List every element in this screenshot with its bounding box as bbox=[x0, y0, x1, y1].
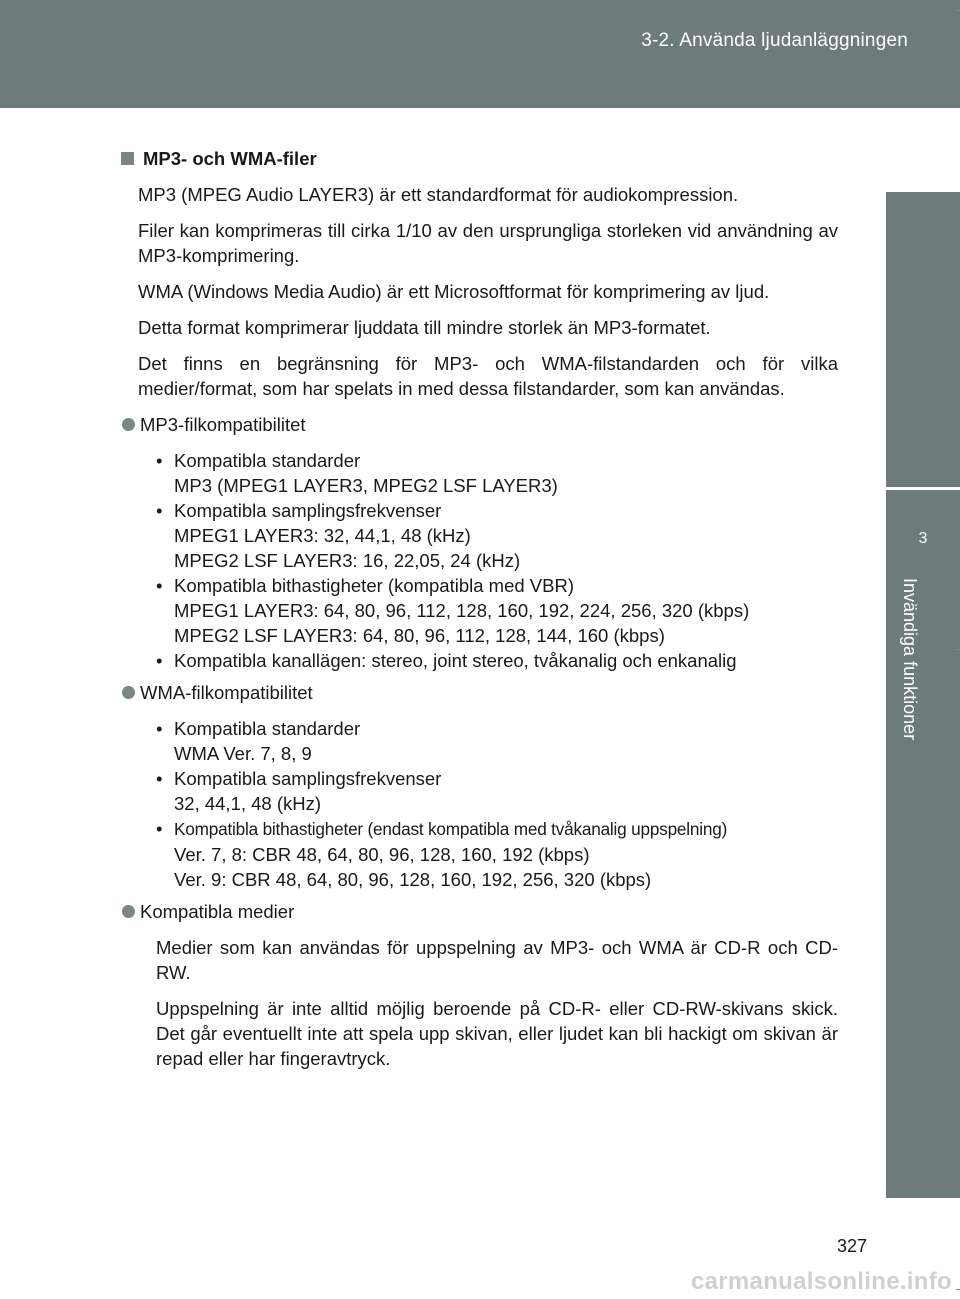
list-item: • Kompatibla bithastigheter (kompatibla med VBR) MPEG1 LAYER3: 64, 80, 96, 112, 128, 160, 192, 224, 256, 320 (kbps) MPEG2 LSF LAYER3: 64, 80, 96, 112, 128, 144, 160 (kbps) bbox=[156, 575, 750, 646]
header-bar bbox=[0, 0, 960, 108]
crop-mark bbox=[956, 10, 960, 11]
bullet-dot-icon: • bbox=[156, 768, 163, 789]
page-number: 327 bbox=[836, 1236, 867, 1256]
section-heading bbox=[116, 146, 838, 171]
chapter-label: Invändiga funktioner bbox=[900, 578, 920, 741]
paragraph: MP3 (MPEG Audio LAYER3) är ett standardformat för audiokompression. bbox=[138, 184, 739, 205]
paragraph: WMA (Windows Media Audio) är ett Microsoftformat för komprimering av ljud. bbox=[138, 281, 770, 302]
bullet-dot-icon: • bbox=[156, 500, 163, 521]
paragraph: Medier som kan användas för uppspelning av MP3- och WMA är CD-R och CD-RW. bbox=[156, 937, 838, 983]
header-title: 3-2. Använda ljudanläggningen bbox=[641, 30, 908, 51]
bullet-dot-icon: • bbox=[156, 575, 163, 596]
mp3-heading-text: MP3-filkompatibilitet bbox=[140, 414, 306, 435]
list-item: • Kompatibla standarder WMA Ver. 7, 8, 9 bbox=[156, 718, 361, 764]
bullet-dot-icon: • bbox=[156, 650, 163, 671]
crop-mark bbox=[956, 649, 960, 650]
bullet-dot-icon: • bbox=[156, 450, 163, 471]
mp3-heading bbox=[122, 412, 838, 437]
paragraph: Det finns en begränsning för MP3- och WMA-filstandarden och för vilka medier/format, som har spelats in med dessa filstandarder, som kan användas. bbox=[138, 353, 838, 399]
square-bullet-icon bbox=[121, 152, 134, 165]
side-tab-divider bbox=[886, 487, 960, 490]
paragraph: Detta format komprimerar ljuddata till mindre storlek än MP3-formatet. bbox=[138, 317, 711, 338]
list-item: • Kompatibla standarder MP3 (MPEG1 LAYER3, MPEG2 LSF LAYER3) bbox=[156, 450, 558, 496]
list-item: • Kompatibla bithastigheter (endast kompatibla med tvåkanalig uppspelning) Ver. 7, 8: CBR 48, 64, 80, 96, 128, 160, 192 (kbps) Ver. 9: CBR 48, 64, 80, 96, 128, 160, 192, 256, 320 (kbps) bbox=[156, 818, 728, 890]
page-content bbox=[116, 146, 838, 1082]
wma-heading bbox=[122, 680, 838, 705]
mp3-list bbox=[156, 448, 838, 673]
bullet-dot-icon: • bbox=[156, 818, 163, 839]
media-heading-text: Kompatibla medier bbox=[140, 901, 295, 922]
wma-heading-text: WMA-filkompatibilitet bbox=[140, 682, 313, 703]
list-item: • Kompatibla samplingsfrekvenser 32, 44,1, 48 (kHz) bbox=[156, 768, 442, 814]
circle-bullet-icon bbox=[122, 905, 135, 918]
media-heading bbox=[122, 899, 838, 924]
list-item: • Kompatibla samplingsfrekvenser MPEG1 LAYER3: 32, 44,1, 48 (kHz) MPEG2 LSF LAYER3: 16, 22,05, 24 (kHz) bbox=[156, 500, 521, 571]
paragraph: Filer kan komprimeras till cirka 1/10 av den ursprungliga storleken vid användning av MP3-komprimering. bbox=[138, 220, 838, 266]
paragraph: Uppspelning är inte alltid möjlig beroende på CD-R- eller CD-RW-skivans skick. Det går eventuellt inte att spela upp skivan, eller ljudet kan bli hackigt om skivan är repad eller har fingeravtryck. bbox=[156, 998, 838, 1069]
watermark: carmanualsonline.info bbox=[690, 1268, 952, 1295]
bullet-dot-icon: • bbox=[156, 718, 163, 739]
circle-bullet-icon bbox=[122, 418, 135, 431]
list-item: • Kompatibla kanallägen: stereo, joint stereo, tvåkanalig och enkanalig bbox=[156, 650, 737, 671]
crop-mark bbox=[956, 1289, 960, 1290]
wma-list bbox=[156, 716, 838, 892]
section-heading-text: MP3- och WMA-filer bbox=[143, 148, 317, 169]
circle-bullet-icon bbox=[122, 686, 135, 699]
chapter-number: 3 bbox=[918, 530, 928, 547]
